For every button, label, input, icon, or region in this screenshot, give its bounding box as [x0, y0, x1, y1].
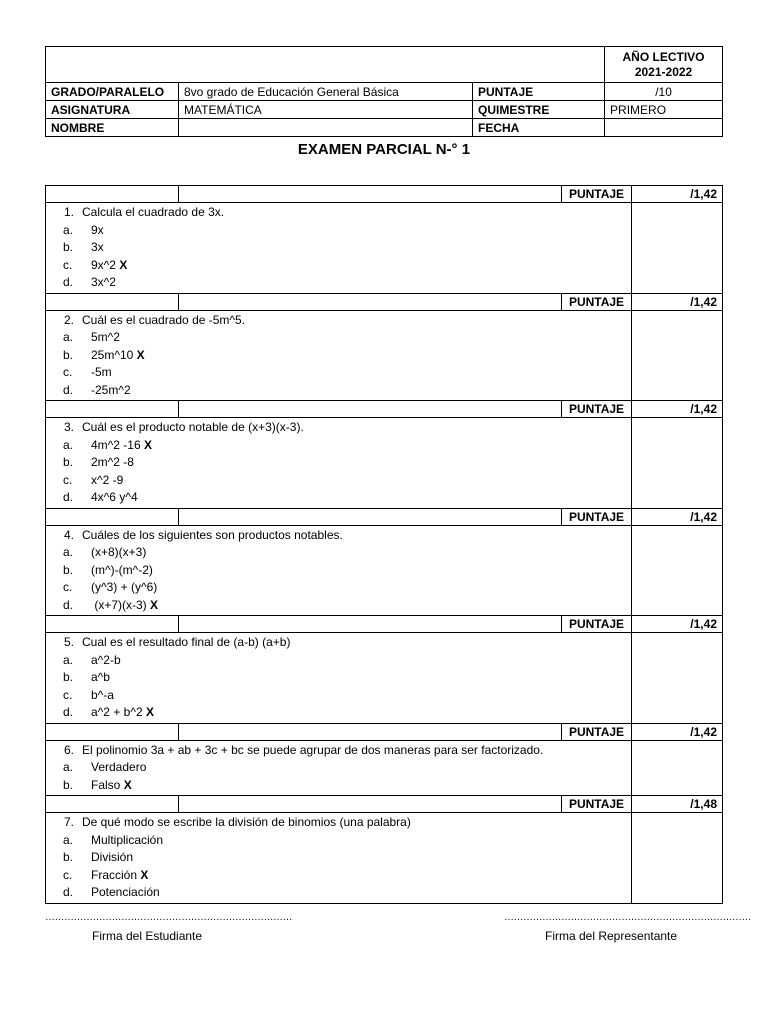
- option-letter: d.: [63, 382, 74, 397]
- date-field[interactable]: [605, 119, 723, 137]
- score-cell[interactable]: [632, 525, 723, 616]
- option-letter: b.: [63, 850, 74, 864]
- question-row: [46, 740, 723, 796]
- points-blank-cell: [46, 723, 179, 740]
- score-label: PUNTAJE: [473, 83, 605, 101]
- answer-mark: X: [145, 705, 154, 719]
- question-number: 2.: [63, 312, 74, 327]
- option-letter: a.: [63, 652, 74, 667]
- option-text: a^2 + b^2: [91, 705, 146, 719]
- answer-mark: X: [140, 867, 149, 882]
- answer-option[interactable]: [51, 759, 626, 777]
- option-letter: b.: [63, 240, 74, 254]
- answer-option[interactable]: [51, 669, 626, 687]
- question-number: 4.: [63, 527, 74, 542]
- option-text: 9x: [91, 222, 104, 237]
- answer-option[interactable]: [51, 832, 626, 850]
- option-letter: c.: [63, 867, 73, 882]
- answer-mark: X: [150, 597, 159, 612]
- points-blank-cell: [179, 401, 562, 418]
- option-text: 4m^2 -16: [91, 437, 144, 452]
- points-blank-cell: [179, 508, 562, 525]
- answer-option[interactable]: [51, 347, 626, 365]
- answer-option[interactable]: [51, 274, 626, 292]
- question-cell: [46, 525, 632, 616]
- option-text: (y^3) + (y^6): [91, 580, 158, 594]
- points-blank-cell: [46, 616, 179, 633]
- points-label: PUNTAJE: [562, 401, 632, 418]
- points-blank-cell: [179, 293, 562, 310]
- question-text: Calcula el cuadrado de 3x.: [82, 205, 225, 219]
- question-text: Cual es el resultado final de (a-b) (a+b): [82, 635, 291, 649]
- question-line: [51, 312, 626, 330]
- points-label: PUNTAJE: [562, 186, 632, 203]
- points-blank-cell: [46, 186, 179, 203]
- option-text: -25m^2: [91, 382, 131, 397]
- answer-option[interactable]: [51, 579, 626, 597]
- option-text: b^-a: [91, 687, 114, 702]
- option-text: 2m^2 -8: [91, 455, 134, 469]
- option-letter: b.: [63, 562, 74, 577]
- answer-option[interactable]: [51, 454, 626, 472]
- option-letter: c.: [63, 365, 73, 379]
- option-letter: b.: [63, 347, 74, 362]
- answer-option[interactable]: [51, 704, 626, 722]
- grade-label: GRADO/PARALELO: [46, 83, 179, 101]
- answer-mark: X: [136, 347, 145, 362]
- question-text: Cuál es el cuadrado de -5m^5.: [82, 312, 246, 327]
- points-blank-cell: [179, 616, 562, 633]
- answer-option[interactable]: [51, 364, 626, 382]
- option-letter: d.: [63, 597, 74, 612]
- option-text: 5m^2: [91, 330, 120, 344]
- answer-option[interactable]: [51, 239, 626, 257]
- score-cell[interactable]: [632, 633, 723, 724]
- question-row: [46, 203, 723, 294]
- answer-option[interactable]: [51, 222, 626, 240]
- option-text: a^b: [91, 670, 110, 684]
- header-year-row: [46, 47, 723, 83]
- name-label: NOMBRE: [46, 119, 179, 137]
- points-blank-cell: [179, 186, 562, 203]
- header-table: [45, 46, 723, 137]
- header-name-row: [46, 119, 723, 137]
- points-value: /1,42: [632, 293, 723, 310]
- option-text: a^2-b: [91, 652, 121, 667]
- option-text: (x+8)(x+3): [91, 545, 147, 559]
- question-text: Cuál es el producto notable de (x+3)(x-3).: [82, 420, 304, 434]
- option-text: Fracción: [91, 867, 141, 882]
- question-line: [51, 419, 626, 437]
- points-label: PUNTAJE: [562, 293, 632, 310]
- school-year-value: 2021-2022: [634, 64, 693, 79]
- question-number: 6.: [63, 742, 74, 757]
- points-label: PUNTAJE: [562, 723, 632, 740]
- points-blank-cell: [46, 293, 179, 310]
- score-cell[interactable]: [632, 740, 723, 796]
- student-signature-line: ……………………………………………………………………: [45, 912, 292, 923]
- points-blank-cell: [179, 796, 562, 813]
- question-line: [51, 814, 626, 832]
- answer-option[interactable]: [51, 849, 626, 867]
- question-text: Cuáles de los siguientes son productos notables.: [82, 527, 343, 542]
- question-row: [46, 310, 723, 401]
- representative-signature-line: ……………………………………………………………………: [504, 912, 751, 923]
- answer-mark: X: [123, 777, 132, 792]
- option-text: División: [91, 850, 134, 864]
- header-grade-row: [46, 83, 723, 101]
- points-row: [46, 723, 723, 740]
- answer-option[interactable]: [51, 544, 626, 562]
- answer-option[interactable]: [51, 652, 626, 670]
- option-letter: a.: [63, 437, 74, 452]
- subject-value: MATEMÁTICA: [179, 101, 473, 119]
- points-row: [46, 508, 723, 525]
- option-letter: a.: [63, 222, 74, 237]
- option-letter: b.: [63, 670, 74, 684]
- score-value: /10: [605, 83, 723, 101]
- option-text: Multiplicación: [91, 832, 164, 847]
- answer-option[interactable]: [51, 257, 626, 275]
- question-cell: [46, 203, 632, 294]
- question-number: 5.: [63, 635, 74, 649]
- question-row: [46, 633, 723, 724]
- term-value: PRIMERO: [605, 101, 723, 119]
- question-number: 1.: [63, 205, 74, 219]
- option-letter: b.: [63, 777, 74, 792]
- header-blank-cell: [46, 47, 605, 83]
- points-value: /1,42: [632, 186, 723, 203]
- option-text: (x+7)(x-3): [91, 597, 151, 612]
- answer-mark: X: [119, 257, 128, 272]
- answer-option[interactable]: [51, 329, 626, 347]
- answer-option[interactable]: [51, 382, 626, 400]
- answer-option[interactable]: [51, 597, 626, 615]
- option-text: Falso: [91, 777, 124, 792]
- points-label: PUNTAJE: [562, 796, 632, 813]
- points-row: [46, 186, 723, 203]
- option-letter: d.: [63, 490, 74, 504]
- answer-option[interactable]: [51, 562, 626, 580]
- option-text: Potenciación: [91, 885, 160, 899]
- date-label: FECHA: [473, 119, 605, 137]
- question-number: 7.: [63, 815, 74, 829]
- option-letter: c.: [63, 580, 73, 594]
- points-label: PUNTAJE: [562, 616, 632, 633]
- question-line: [51, 742, 626, 760]
- option-text: 4x^6 y^4: [91, 490, 138, 504]
- option-letter: c.: [63, 687, 73, 702]
- option-letter: a.: [63, 760, 74, 774]
- question-line: [51, 204, 626, 222]
- option-text: 25m^10: [91, 347, 137, 362]
- answer-option[interactable]: [51, 777, 626, 795]
- points-row: [46, 293, 723, 310]
- points-row: [46, 796, 723, 813]
- question-row: [46, 418, 723, 509]
- score-cell[interactable]: [632, 310, 723, 401]
- question-cell: [46, 813, 632, 904]
- points-value: /1,42: [632, 723, 723, 740]
- option-letter: d.: [63, 705, 74, 719]
- answer-option[interactable]: [51, 687, 626, 705]
- score-cell[interactable]: [632, 203, 723, 294]
- question-cell: [46, 418, 632, 509]
- subject-label: ASIGNATURA: [46, 101, 179, 119]
- points-row: [46, 401, 723, 418]
- score-cell[interactable]: [632, 813, 723, 904]
- student-signature-label: Firma del Estudiante: [92, 929, 203, 943]
- option-letter: c.: [63, 257, 73, 272]
- exam-table: [45, 185, 723, 904]
- option-text: (m^)-(m^-2): [91, 562, 153, 577]
- option-text: Verdadero: [91, 760, 147, 774]
- points-row: [46, 616, 723, 633]
- points-blank-cell: [46, 796, 179, 813]
- option-letter: a.: [63, 832, 74, 847]
- answer-mark: X: [144, 437, 153, 452]
- option-letter: d.: [63, 275, 74, 289]
- question-cell: [46, 740, 632, 796]
- answer-option[interactable]: [51, 867, 626, 885]
- question-line: [51, 634, 626, 652]
- points-blank-cell: [46, 401, 179, 418]
- option-text: 9x^2: [91, 257, 120, 272]
- answer-option[interactable]: [51, 884, 626, 902]
- representative-signature-label: Firma del Representante: [545, 929, 678, 943]
- question-cell: [46, 633, 632, 724]
- option-text: -5m: [91, 365, 112, 379]
- option-letter: b.: [63, 455, 74, 469]
- name-field[interactable]: [179, 119, 473, 137]
- term-label: QUIMESTRE: [473, 101, 605, 119]
- option-letter: a.: [63, 330, 74, 344]
- points-value: /1,42: [632, 401, 723, 418]
- option-letter: d.: [63, 885, 74, 899]
- option-text: 3x^2: [91, 275, 116, 289]
- points-blank-cell: [46, 508, 179, 525]
- points-value: /1,42: [632, 508, 723, 525]
- points-value: /1,48: [632, 796, 723, 813]
- question-text: De qué modo se escribe la división de binomios (una palabra): [82, 815, 411, 829]
- option-letter: c.: [63, 472, 73, 487]
- option-letter: a.: [63, 545, 74, 559]
- question-line: [51, 527, 626, 545]
- points-value: /1,42: [632, 616, 723, 633]
- grade-value: 8vo grado de Educación General Básica: [179, 83, 473, 101]
- points-blank-cell: [179, 723, 562, 740]
- question-text: El polinomio 3a + ab + 3c + bc se puede agrupar de dos maneras para ser factorizado.: [82, 742, 544, 757]
- school-year-label: AÑO LECTIVO: [622, 49, 705, 64]
- answer-option[interactable]: [51, 489, 626, 507]
- question-number: 3.: [63, 420, 74, 434]
- header-subject-row: [46, 101, 723, 119]
- answer-option[interactable]: [51, 437, 626, 455]
- option-text: x^2 -9: [91, 472, 124, 487]
- question-cell: [46, 310, 632, 401]
- answer-option[interactable]: [51, 472, 626, 490]
- points-label: PUNTAJE: [562, 508, 632, 525]
- exam-title: EXAMEN PARCIAL N-° 1: [297, 141, 471, 158]
- question-row: [46, 813, 723, 904]
- option-text: 3x: [91, 240, 104, 254]
- school-year-cell: [605, 47, 723, 83]
- score-cell[interactable]: [632, 418, 723, 509]
- question-row: [46, 525, 723, 616]
